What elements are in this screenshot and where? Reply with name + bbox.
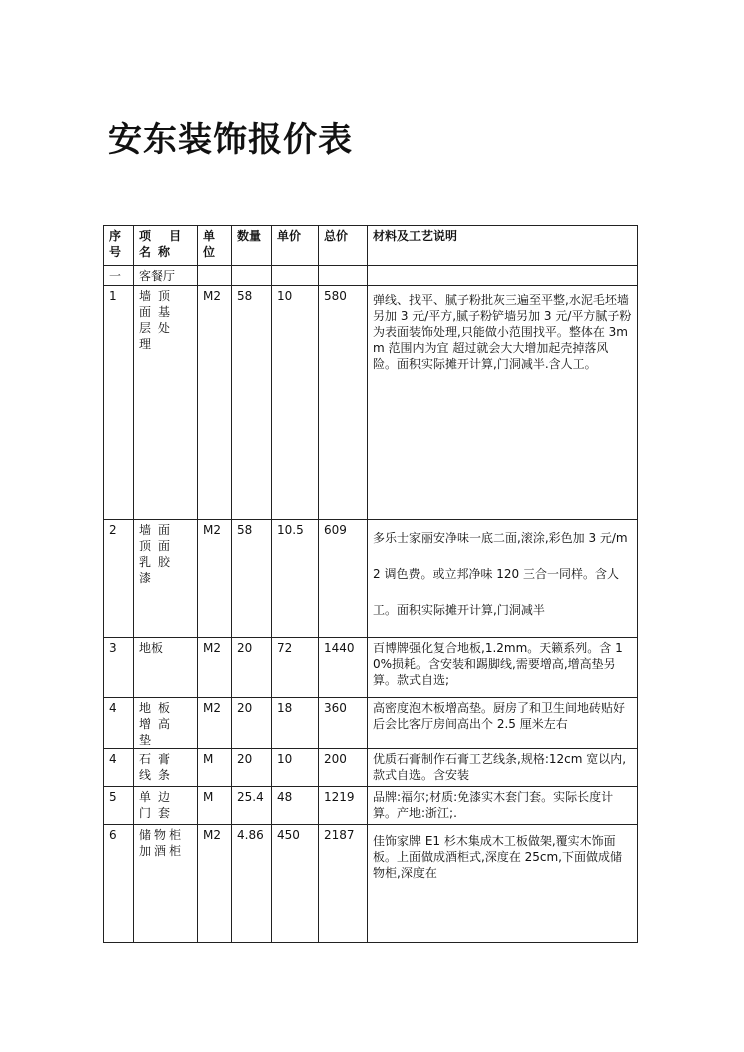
cell-total: 609 — [319, 520, 368, 638]
cell-name: 石膏线条 — [134, 749, 198, 787]
cell-total: 580 — [319, 286, 368, 520]
cell-desc: 百博牌强化复合地板,1.2mm。天籁系列。含 10%损耗。含安装和踢脚线,需要增高,增高垫另算。款式自选; — [368, 638, 638, 698]
section-name: 客餐厅 — [134, 266, 198, 286]
header-total: 总价 — [319, 226, 368, 266]
cell-total: 360 — [319, 698, 368, 749]
page-title: 安东装饰报价表 — [108, 120, 353, 160]
section-row — [104, 266, 638, 286]
cell-seq: 3 — [104, 638, 134, 698]
table-header-row — [104, 226, 638, 266]
cell-price: 72 — [272, 638, 319, 698]
cell-total: 1219 — [319, 787, 368, 825]
cell-seq: 1 — [104, 286, 134, 520]
cell-desc: 优质石膏制作石膏工艺线条,规格:12cm 宽以内,款式自选。含安装 — [368, 749, 638, 787]
cell-desc: 多乐士家丽安净味一底二面,滚涂,彩色加 3 元/m2 调色费。或立邦净味 120 三合一同样。含人工。面积实际摊开计算,门洞减半 — [368, 520, 638, 638]
quote-table — [103, 225, 638, 943]
cell-qty: 58 — [232, 520, 272, 638]
header-name: 项 目 名称 — [134, 226, 198, 266]
header-unit: 单位 — [198, 226, 232, 266]
cell-desc: 品牌:福尔;材质:免漆实木套门套。实际长度计算。产地:浙江;. — [368, 787, 638, 825]
cell-desc: 弹线、找平、腻子粉批灰三遍至平整,水泥毛坯墙另加 3 元/平方,腻子粉铲墙另加 3 元/平方腻子粉为表面装饰处理,只能做小范围找平。整体在 3mm 范围内为宜 超过就会大大增加起壳掉落风险。面积实际摊开计算,门洞减半.含人工。 — [368, 286, 638, 520]
section-seq: 一 — [104, 266, 134, 286]
table-row — [104, 638, 638, 698]
cell-qty: 25.4 — [232, 787, 272, 825]
cell-desc: 佳饰家牌 E1 杉木集成木工板做架,覆实木饰面板。上面做成酒柜式,深度在 25cm,下面做成储物柜,深度在 — [368, 825, 638, 943]
cell-price: 10.5 — [272, 520, 319, 638]
cell-unit: M2 — [198, 825, 232, 943]
cell-qty: 20 — [232, 749, 272, 787]
cell-seq: 2 — [104, 520, 134, 638]
table-row — [104, 698, 638, 749]
cell-unit: M2 — [198, 638, 232, 698]
header-price: 单价 — [272, 226, 319, 266]
header-qty: 数量 — [232, 226, 272, 266]
cell-total: 2187 — [319, 825, 368, 943]
cell-name: 地板增高垫 — [134, 698, 198, 749]
header-seq: 序号 — [104, 226, 134, 266]
cell-seq: 4 — [104, 698, 134, 749]
table-row — [104, 520, 638, 638]
cell-price: 18 — [272, 698, 319, 749]
table-row — [104, 825, 638, 943]
cell-price: 10 — [272, 286, 319, 520]
cell-name: 墙面顶面乳胶漆 — [134, 520, 198, 638]
cell-price: 450 — [272, 825, 319, 943]
cell-unit: M2 — [198, 286, 232, 520]
cell-price: 10 — [272, 749, 319, 787]
table-row — [104, 749, 638, 787]
cell-qty: 20 — [232, 698, 272, 749]
cell-name: 地板 — [134, 638, 198, 698]
cell-qty: 20 — [232, 638, 272, 698]
cell-total: 200 — [319, 749, 368, 787]
cell-total: 1440 — [319, 638, 368, 698]
cell-unit: M2 — [198, 698, 232, 749]
cell-seq: 6 — [104, 825, 134, 943]
cell-unit: M2 — [198, 520, 232, 638]
cell-name: 储物柜加酒柜 — [134, 825, 198, 943]
header-desc: 材料及工艺说明 — [368, 226, 638, 266]
cell-seq: 4 — [104, 749, 134, 787]
table-row — [104, 787, 638, 825]
table-row — [104, 286, 638, 520]
cell-seq: 5 — [104, 787, 134, 825]
cell-unit: M — [198, 749, 232, 787]
cell-qty: 4.86 — [232, 825, 272, 943]
cell-name: 单边门套 — [134, 787, 198, 825]
cell-price: 48 — [272, 787, 319, 825]
cell-qty: 58 — [232, 286, 272, 520]
cell-desc: 高密度泡木板增高垫。厨房了和卫生间地砖贴好后会比客厅房间高出个 2.5 厘米左右 — [368, 698, 638, 749]
cell-name: 墙顶面基层处理 — [134, 286, 198, 520]
cell-unit: M — [198, 787, 232, 825]
